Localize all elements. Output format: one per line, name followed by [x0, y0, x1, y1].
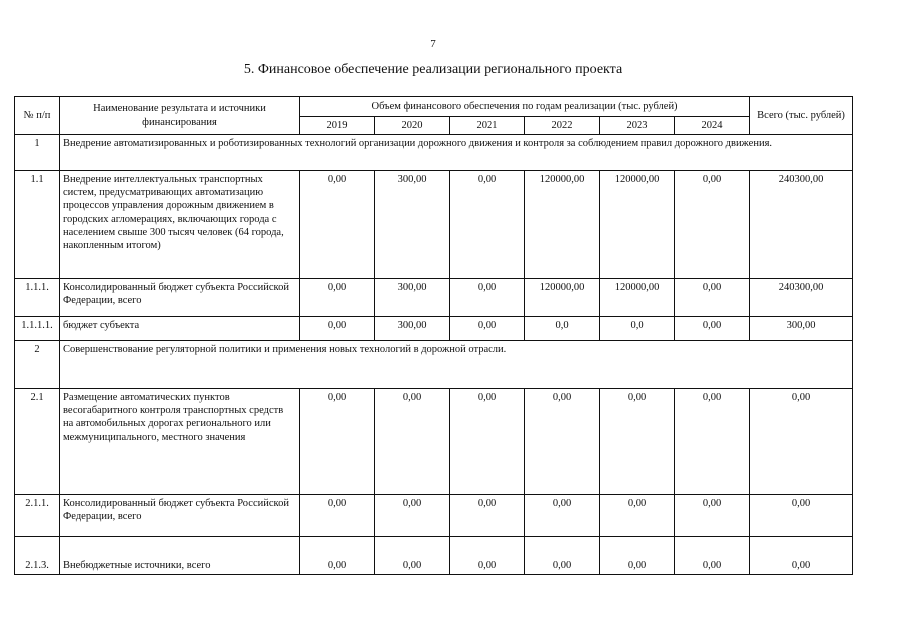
row-num: 2.1.3.: [15, 537, 60, 575]
value-cell: 0,00: [375, 389, 450, 495]
section-title: Совершенствование регуляторной политики и применения новых технологий в дорожной отрасли.: [60, 341, 853, 389]
table-row: [15, 171, 853, 279]
value-cell: 0,00: [675, 389, 750, 495]
header-total: Всего (тыс. рублей): [750, 97, 853, 135]
value-cell: 0,00: [675, 495, 750, 537]
value-cell: 120000,00: [525, 171, 600, 279]
value-cell: 0,00: [525, 537, 600, 575]
header-volume: Объем финансового обеспечения по годам реализации (тыс. рублей): [300, 97, 750, 117]
value-cell: 120000,00: [600, 171, 675, 279]
row-name: Внедрение интеллектуальных транспортных систем, предусматривающих автоматизацию процессов управления дорожным движением в городских агломерациях, включающих города с населением свыше 300 тысяч человек (64 города, накопленным итогом): [60, 171, 300, 279]
value-cell: 0,00: [300, 495, 375, 537]
total-cell: 240300,00: [750, 171, 853, 279]
value-cell: 0,00: [300, 389, 375, 495]
value-cell: 300,00: [375, 317, 450, 341]
row-num: 1: [15, 135, 60, 171]
value-cell: 0,00: [375, 495, 450, 537]
value-cell: 0,00: [600, 495, 675, 537]
value-cell: 0,00: [450, 389, 525, 495]
value-cell: 0,00: [525, 495, 600, 537]
row-num: 1.1.1.1.: [15, 317, 60, 341]
value-cell: 300,00: [375, 279, 450, 317]
section-row: [15, 341, 853, 389]
value-cell: 0,00: [375, 537, 450, 575]
header-year: 2022: [525, 117, 600, 135]
row-num: 1.1: [15, 171, 60, 279]
value-cell: 0,00: [675, 537, 750, 575]
value-cell: 0,00: [300, 279, 375, 317]
header-year: 2021: [450, 117, 525, 135]
header-name: Наименование результата и источники финансирования: [60, 97, 300, 135]
value-cell: 0,00: [300, 537, 375, 575]
total-cell: 240300,00: [750, 279, 853, 317]
table-row: [15, 317, 853, 341]
value-cell: 0,00: [450, 279, 525, 317]
header-year: 2019: [300, 117, 375, 135]
value-cell: 0,00: [450, 317, 525, 341]
value-cell: 0,00: [450, 495, 525, 537]
value-cell: 0,00: [450, 171, 525, 279]
total-cell: 0,00: [750, 537, 853, 575]
header-year: 2020: [375, 117, 450, 135]
header-year: 2024: [675, 117, 750, 135]
total-cell: 0,00: [750, 495, 853, 537]
header-year: 2023: [600, 117, 675, 135]
value-cell: 0,00: [600, 389, 675, 495]
row-num: 2.1: [15, 389, 60, 495]
financing-table: [14, 96, 853, 575]
value-cell: 0,00: [675, 171, 750, 279]
value-cell: 0,00: [675, 279, 750, 317]
table-row: [15, 537, 853, 575]
row-name: Внебюджетные источники, всего: [60, 537, 300, 575]
row-name: Размещение автоматических пунктов весогабаритного контроля транспортных средств на автомобильных дорогах регионального или межмуниципального, местного значения: [60, 389, 300, 495]
section-title: Внедрение автоматизированных и роботизированных технологий организации дорожного движения и контроля за соблюдением правил дорожного движения.: [60, 135, 853, 171]
page-title: 5. Финансовое обеспечение реализации регионального проекта: [243, 62, 623, 77]
value-cell: 0,00: [675, 317, 750, 341]
value-cell: 0,00: [600, 537, 675, 575]
row-name: Консолидированный бюджет субъекта Российской Федерации, всего: [60, 495, 300, 537]
row-num: 2: [15, 341, 60, 389]
value-cell: 0,00: [300, 317, 375, 341]
value-cell: 300,00: [375, 171, 450, 279]
row-num: 1.1.1.: [15, 279, 60, 317]
row-num: 2.1.1.: [15, 495, 60, 537]
header-num: № п/п: [15, 97, 60, 135]
value-cell: 0,00: [450, 537, 525, 575]
page-number: 7: [430, 38, 436, 50]
table-row: [15, 279, 853, 317]
value-cell: 0,0: [525, 317, 600, 341]
value-cell: 0,00: [300, 171, 375, 279]
value-cell: 120000,00: [600, 279, 675, 317]
value-cell: 120000,00: [525, 279, 600, 317]
row-name: бюджет субъекта: [60, 317, 300, 341]
table-row: [15, 389, 853, 495]
row-name: Консолидированный бюджет субъекта Российской Федерации, всего: [60, 279, 300, 317]
section-row: [15, 135, 853, 171]
total-cell: 0,00: [750, 389, 853, 495]
table-row: [15, 495, 853, 537]
total-cell: 300,00: [750, 317, 853, 341]
value-cell: 0,0: [600, 317, 675, 341]
value-cell: 0,00: [525, 389, 600, 495]
